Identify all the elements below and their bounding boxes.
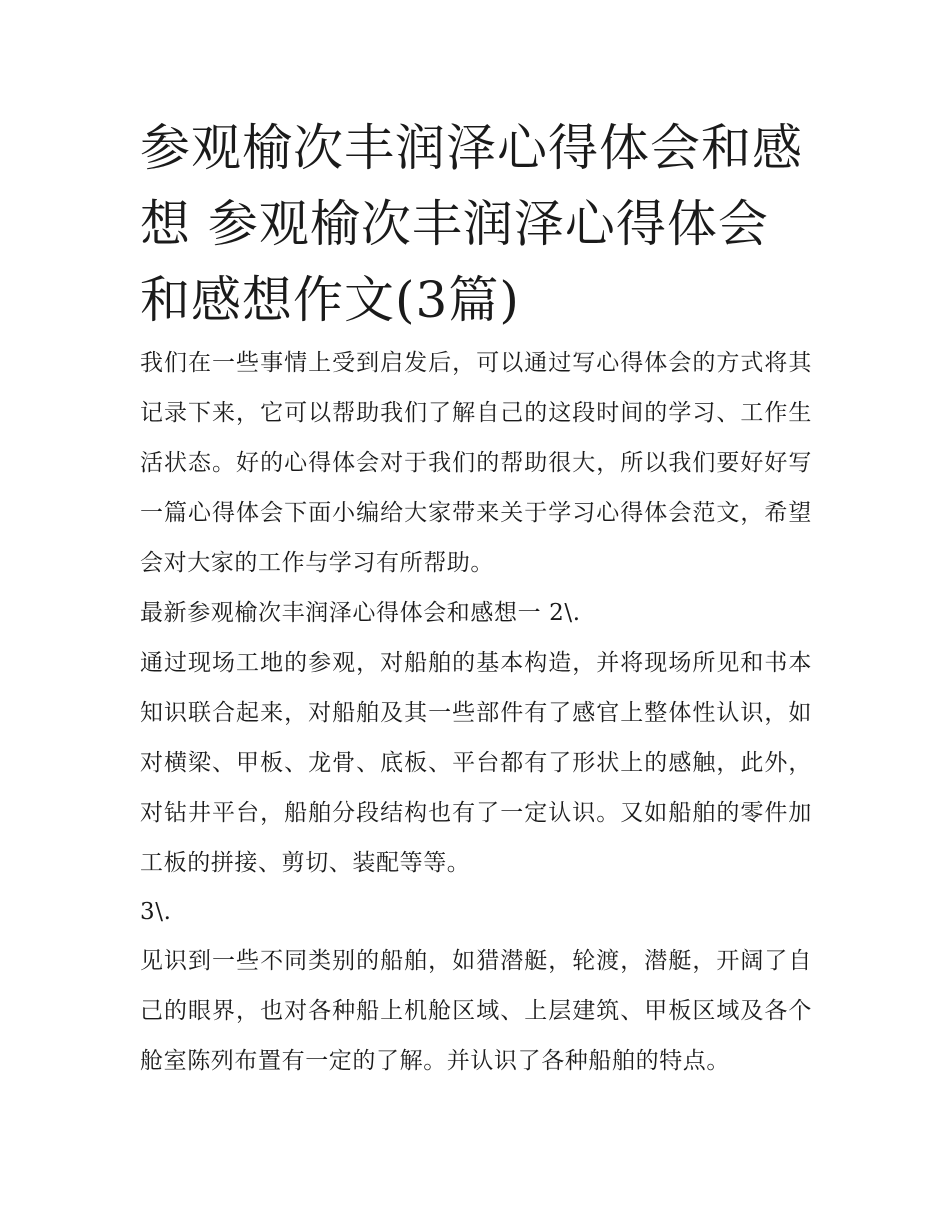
document-page — [140, 110, 812, 1086]
paragraph-item-number: 3\. — [140, 899, 172, 925]
paragraph-shipyard-visit: 通过现场工地的参观，对船舶的基本构造，并将现场所见和书本知识联合起来，对船舶及其一些部件有了感官上整体性认识，如对横梁、甲板、龙骨、底板、平台都有了形状上的感触，此外，对钻井平台，船舶分段结构也有了一定认识。又如船舶的零件加工板的拼接、剪切、装配等等。 — [140, 650, 812, 876]
paragraph-ship-types: 见识到一些不同类别的船舶，如猎潜艇，轮渡，潜艇，开阔了自己的眼界，也对各种船上机舱区域、上层建筑、甲板区域及各个舱室陈列布置有一定的了解。并认识了各种船舶的特点。 — [140, 948, 812, 1074]
paragraph-intro: 我们在一些事情上受到启发后，可以通过写心得体会的方式将其记录下来，它可以帮助我们了解自己的这段时间的学习、工作生活状态。好的心得体会对于我们的帮助很大，所以我们要好好写一篇心得体会下面小编给大家带来关于学习心得体会范文，希望会对大家的工作与学习有所帮助。 — [140, 350, 812, 576]
paragraph-section-heading: 最新参观榆次丰润泽心得体会和感想一 2\. — [140, 600, 581, 626]
document-title: 参观榆次丰润泽心得体会和感想 参观榆次丰润泽心得体会和感想作文(3篇) — [140, 119, 803, 329]
